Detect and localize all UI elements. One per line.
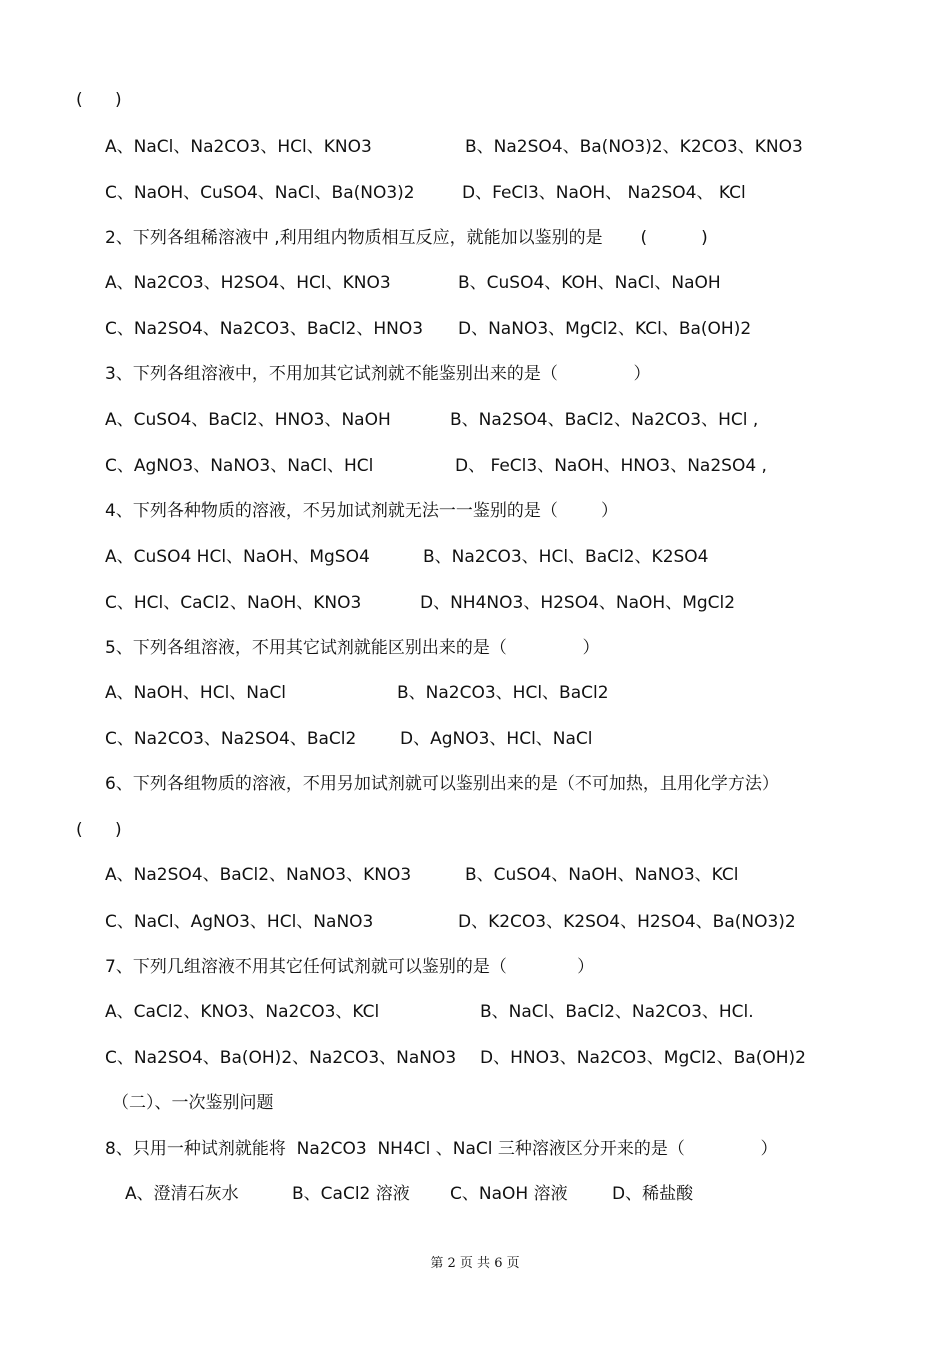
q4-option-c: C、HCl、CaCl2、NaOH、KNO3: [105, 593, 362, 613]
q1-option-d: D、FeCl3、NaOH、 Na2SO4、 KCl: [462, 183, 746, 203]
question-4: 4、下列各种物质的溶液，不另加试剂就无法一一鉴别的是（ ）: [105, 501, 619, 521]
q2-option-c: C、Na2SO4、Na2CO3、BaCl2、HNO3: [105, 319, 424, 339]
q6-option-c: C、NaCl、AgNO3、HCl、NaNO3: [105, 912, 374, 932]
q4-option-a: A、CuSO4 HCl、NaOH、MgSO4: [105, 547, 370, 567]
q3-option-a: A、CuSO4、BaCl2、HNO3、NaOH: [105, 410, 391, 430]
q7-option-b: B、NaCl、BaCl2、Na2CO3、HCl.: [480, 1002, 754, 1022]
q3-option-d: D、 FeCl3、NaOH、HNO3、Na2SO4 ,: [455, 456, 767, 476]
question-6: 6、下列各组物质的溶液，不用另加试剂就可以鉴别出来的是（不可加热，且用化学方法）: [105, 774, 779, 794]
q5-option-d: D、AgNO3、HCl、NaCl: [400, 729, 593, 749]
q1-option-b: B、Na2SO4、Ba(NO3)2、K2CO3、KNO3: [465, 137, 803, 157]
q5-option-a: A、NaOH、HCl、NaCl: [105, 683, 287, 703]
q4-option-b: B、Na2CO3、HCl、BaCl2、K2SO4: [423, 547, 709, 567]
q6-option-b: B、CuSO4、NaOH、NaNO3、KCl: [465, 865, 739, 885]
question-5: 5、下列各组溶液，不用其它试剂就能区别出来的是（ ）: [105, 638, 600, 658]
answer-blank-1: ( ): [76, 90, 122, 110]
question-7: 7、下列几组溶液不用其它任何试剂就可以鉴别的是（ ）: [105, 957, 595, 977]
q2-option-b: B、CuSO4、KOH、NaCl、NaOH: [458, 273, 721, 293]
q5-option-b: B、Na2CO3、HCl、BaCl2: [397, 683, 609, 703]
q2-option-d: D、NaNO3、MgCl2、KCl、Ba(OH)2: [458, 319, 752, 339]
q8-option-c: C、NaOH 溶液: [450, 1184, 568, 1204]
question-2: 2、下列各组稀溶液中 ,利用组内物质相互反应，就能加以鉴别的是 ( ): [105, 228, 708, 248]
question-3: 3、下列各组溶液中，不用加其它试剂就不能鉴别出来的是（ ）: [105, 364, 651, 384]
q8-option-b: B、CaCl2 溶液: [292, 1184, 410, 1204]
q7-option-a: A、CaCl2、KNO3、Na2CO3、KCl: [105, 1002, 380, 1022]
answer-blank-6: ( ): [76, 820, 122, 840]
q7-option-c: C、Na2SO4、Ba(OH)2、Na2CO3、NaNO3: [105, 1048, 457, 1068]
q3-option-c: C、AgNO3、NaNO3、NaCl、HCl: [105, 456, 374, 476]
page-footer: 第 2 页 共 6 页: [430, 1256, 520, 1271]
q4-option-d: D、NH4NO3、H2SO4、NaOH、MgCl2: [420, 593, 736, 613]
q1-option-c: C、NaOH、CuSO4、NaCl、Ba(NO3)2: [105, 183, 415, 203]
q7-option-d: D、HNO3、Na2CO3、MgCl2、Ba(OH)2: [480, 1048, 806, 1068]
q8-option-d: D、稀盐酸: [612, 1184, 694, 1204]
q3-option-b: B、Na2SO4、BaCl2、Na2CO3、HCl ,: [450, 410, 759, 430]
section-heading: （二）、一次鉴别问题: [112, 1093, 274, 1113]
question-8: 8、只用一种试剂就能将 Na2CO3 NH4Cl 、NaCl 三种溶液区分开来的是（ ）: [105, 1139, 778, 1159]
q6-option-a: A、Na2SO4、BaCl2、NaNO3、KNO3: [105, 865, 412, 885]
q5-option-c: C、Na2CO3、Na2SO4、BaCl2: [105, 729, 357, 749]
q6-option-d: D、K2CO3、K2SO4、H2SO4、Ba(NO3)2: [458, 912, 796, 932]
q8-option-a: A、澄清石灰水: [125, 1184, 239, 1204]
q2-option-a: A、Na2CO3、H2SO4、HCl、KNO3: [105, 273, 391, 293]
q1-option-a: A、NaCl、Na2CO3、HCl、KNO3: [105, 137, 372, 157]
